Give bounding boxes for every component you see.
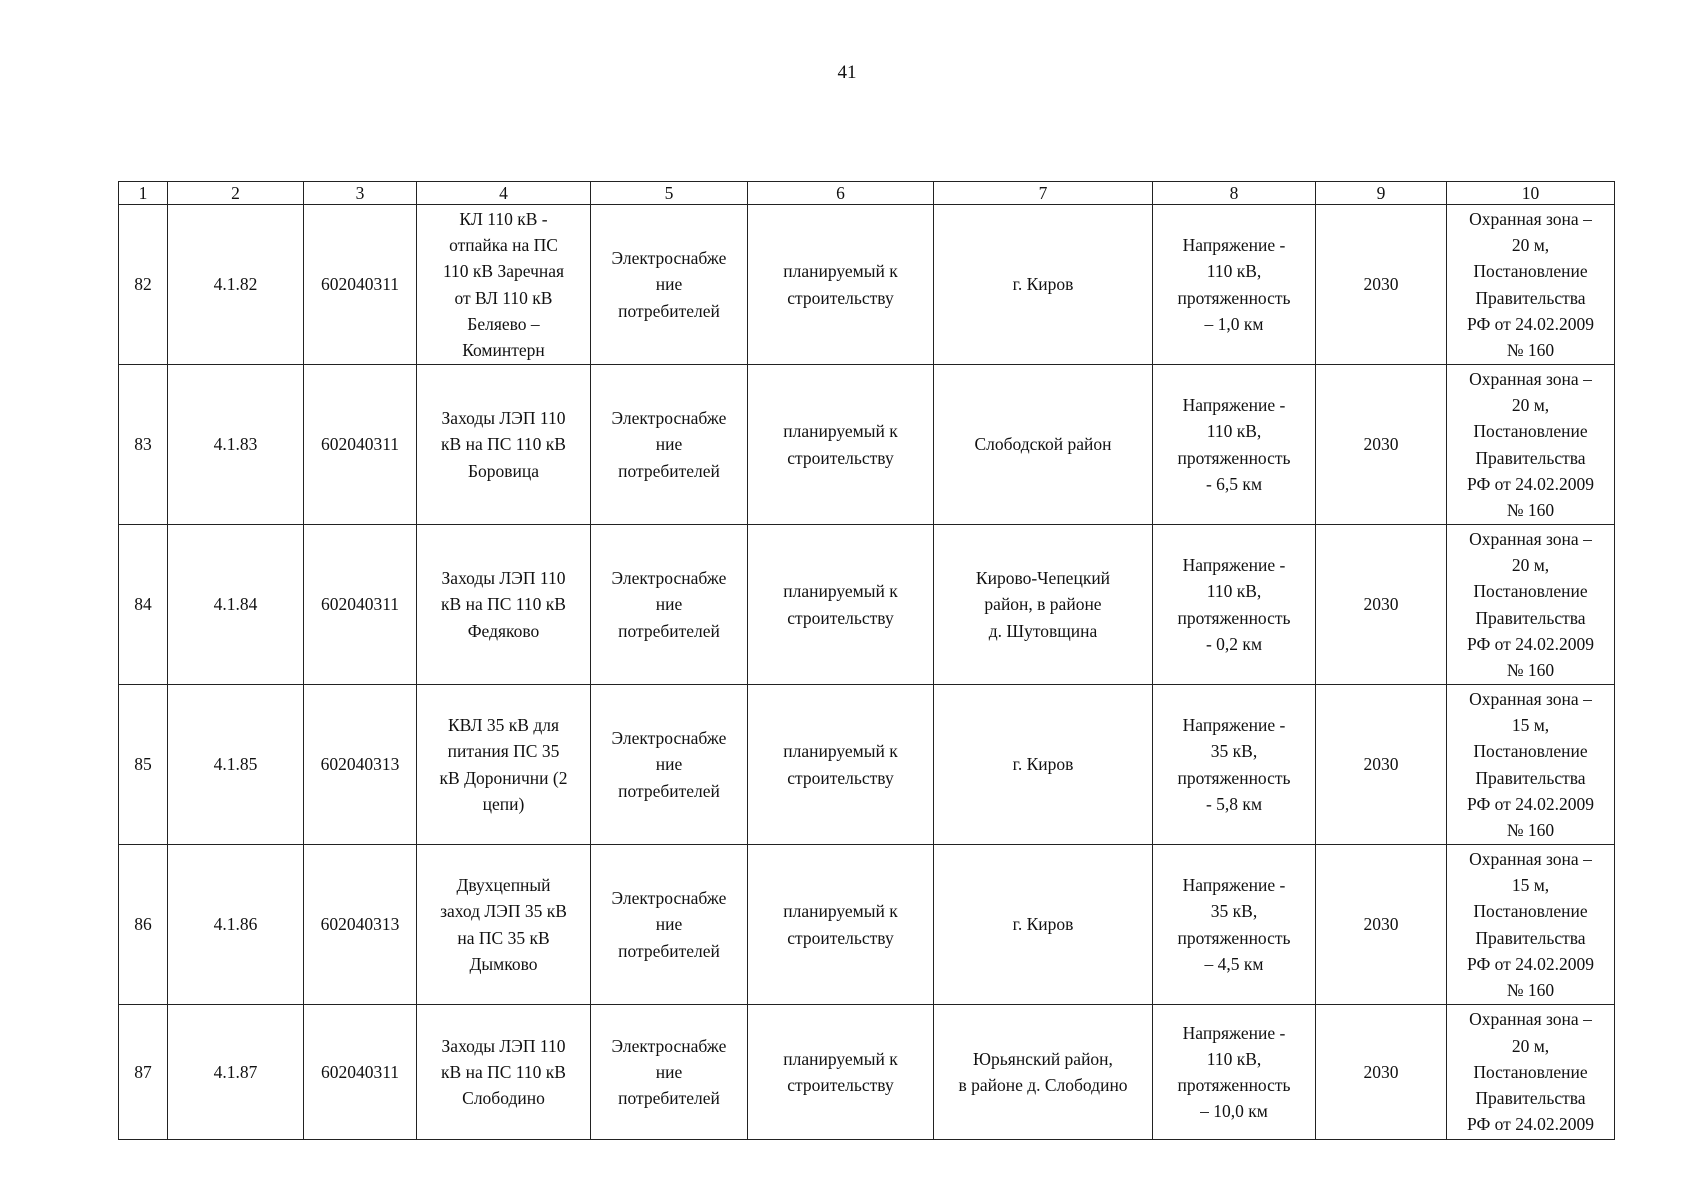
row-number: 83 xyxy=(119,365,168,525)
implementation-year: 2030 xyxy=(1316,845,1447,1005)
protection-zone: Охранная зона – 20 м, Постановление Правительства РФ от 24.02.2009 xyxy=(1447,1005,1615,1140)
object-name: Заходы ЛЭП 110 кВ на ПС 110 кВ Боровица xyxy=(417,365,591,525)
implementation-year: 2030 xyxy=(1316,205,1447,365)
column-header-7: 7 xyxy=(934,182,1153,205)
classifier-code: 602040311 xyxy=(304,525,417,685)
object-location: Юрьянский район, в районе д. Слободино xyxy=(934,1005,1153,1140)
object-characteristics: Напряжение - 110 кВ, протяженность – 10,0 км xyxy=(1153,1005,1316,1140)
implementation-year: 2030 xyxy=(1316,685,1447,845)
table-row xyxy=(119,845,1615,1005)
implementation-year: 2030 xyxy=(1316,525,1447,685)
object-characteristics: Напряжение - 110 кВ, протяженность - 6,5 км xyxy=(1153,365,1316,525)
object-location: Слободской район xyxy=(934,365,1153,525)
object-location: Кирово-Чепецкий район, в районе д. Шутовщина xyxy=(934,525,1153,685)
table-header xyxy=(119,182,1615,205)
object-name: КВЛ 35 кВ для питания ПС 35 кВ Доронични (2 цепи) xyxy=(417,685,591,845)
object-name: Заходы ЛЭП 110 кВ на ПС 110 кВ Федяково xyxy=(417,525,591,685)
implementation-year: 2030 xyxy=(1316,1005,1447,1140)
objects-table xyxy=(118,181,1615,1140)
object-purpose: Электроснабже ние потребителей xyxy=(591,205,748,365)
protection-zone: Охранная зона – 15 м, Постановление Правительства РФ от 24.02.2009 № 160 xyxy=(1447,685,1615,845)
object-code: 4.1.87 xyxy=(168,1005,304,1140)
column-header-1: 1 xyxy=(119,182,168,205)
row-number: 84 xyxy=(119,525,168,685)
object-purpose: Электроснабже ние потребителей xyxy=(591,365,748,525)
object-characteristics: Напряжение - 35 кВ, протяженность – 4,5 км xyxy=(1153,845,1316,1005)
classifier-code: 602040311 xyxy=(304,365,417,525)
row-number: 86 xyxy=(119,845,168,1005)
table-row xyxy=(119,205,1615,365)
classifier-code: 602040313 xyxy=(304,685,417,845)
object-name: КЛ 110 кВ - отпайка на ПС 110 кВ Заречная от ВЛ 110 кВ Беляево – Коминтерн xyxy=(417,205,591,365)
table-row xyxy=(119,365,1615,525)
object-status: планируемый к строительству xyxy=(748,685,934,845)
object-purpose: Электроснабже ние потребителей xyxy=(591,525,748,685)
implementation-year: 2030 xyxy=(1316,365,1447,525)
table-row xyxy=(119,685,1615,845)
header-row xyxy=(119,182,1615,205)
table-row xyxy=(119,525,1615,685)
object-code: 4.1.83 xyxy=(168,365,304,525)
protection-zone: Охранная зона – 20 м, Постановление Правительства РФ от 24.02.2009 № 160 xyxy=(1447,525,1615,685)
object-code: 4.1.84 xyxy=(168,525,304,685)
table-body xyxy=(119,205,1615,1140)
page-number: 41 xyxy=(837,62,857,83)
column-header-10: 10 xyxy=(1447,182,1615,205)
column-header-9: 9 xyxy=(1316,182,1447,205)
table-row xyxy=(119,1005,1615,1140)
column-header-4: 4 xyxy=(417,182,591,205)
protection-zone: Охранная зона – 20 м, Постановление Правительства РФ от 24.02.2009 № 160 xyxy=(1447,205,1615,365)
object-code: 4.1.85 xyxy=(168,685,304,845)
object-purpose: Электроснабже ние потребителей xyxy=(591,845,748,1005)
classifier-code: 602040311 xyxy=(304,205,417,365)
object-status: планируемый к строительству xyxy=(748,205,934,365)
object-location: г. Киров xyxy=(934,845,1153,1005)
object-status: планируемый к строительству xyxy=(748,1005,934,1140)
classifier-code: 602040313 xyxy=(304,845,417,1005)
column-header-5: 5 xyxy=(591,182,748,205)
row-number: 85 xyxy=(119,685,168,845)
object-name: Двухцепный заход ЛЭП 35 кВ на ПС 35 кВ Дымково xyxy=(417,845,591,1005)
protection-zone: Охранная зона – 15 м, Постановление Правительства РФ от 24.02.2009 № 160 xyxy=(1447,845,1615,1005)
object-status: планируемый к строительству xyxy=(748,845,934,1005)
object-code: 4.1.86 xyxy=(168,845,304,1005)
column-header-6: 6 xyxy=(748,182,934,205)
object-purpose: Электроснабже ние потребителей xyxy=(591,1005,748,1140)
column-header-8: 8 xyxy=(1153,182,1316,205)
object-name: Заходы ЛЭП 110 кВ на ПС 110 кВ Слободино xyxy=(417,1005,591,1140)
object-code: 4.1.82 xyxy=(168,205,304,365)
object-characteristics: Напряжение - 110 кВ, протяженность – 1,0 км xyxy=(1153,205,1316,365)
column-header-2: 2 xyxy=(168,182,304,205)
classifier-code: 602040311 xyxy=(304,1005,417,1140)
object-status: планируемый к строительству xyxy=(748,365,934,525)
object-location: г. Киров xyxy=(934,205,1153,365)
object-purpose: Электроснабже ние потребителей xyxy=(591,685,748,845)
column-header-3: 3 xyxy=(304,182,417,205)
row-number: 82 xyxy=(119,205,168,365)
object-characteristics: Напряжение - 35 кВ, протяженность - 5,8 км xyxy=(1153,685,1316,845)
row-number: 87 xyxy=(119,1005,168,1140)
object-location: г. Киров xyxy=(934,685,1153,845)
object-characteristics: Напряжение - 110 кВ, протяженность - 0,2 км xyxy=(1153,525,1316,685)
object-status: планируемый к строительству xyxy=(748,525,934,685)
protection-zone: Охранная зона – 20 м, Постановление Правительства РФ от 24.02.2009 № 160 xyxy=(1447,365,1615,525)
